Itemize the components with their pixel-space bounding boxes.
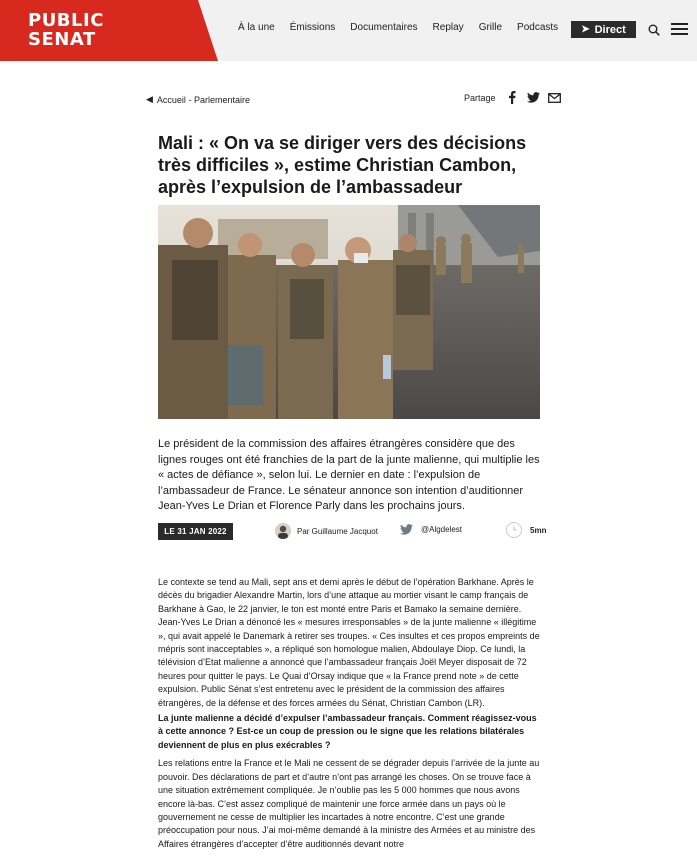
search-icon[interactable] bbox=[648, 24, 660, 36]
author-name: Par Guillaume Jacquot bbox=[297, 526, 378, 536]
direct-button[interactable] bbox=[571, 21, 636, 38]
menu-icon[interactable] bbox=[671, 23, 688, 35]
share-label: Partage bbox=[464, 92, 496, 103]
play-arrow-icon: ➤ bbox=[581, 24, 590, 35]
soldiers-photo bbox=[158, 205, 540, 419]
breadcrumb-section[interactable]: Parlementaire bbox=[193, 94, 250, 105]
nav-item-a-la-une[interactable]: À la une bbox=[238, 22, 275, 33]
twitter-bird-icon bbox=[400, 524, 413, 535]
article-title: Mali : « On va se diriger vers des décisions très difficiles », estime Christian Cambon, après l’expulsion de l’ambassadeur bbox=[158, 133, 527, 197]
interview-question: La junte malienne a décidé d’expulser l’ambassadeur français. Comment réagissez-vous à cette annonce ? Est-ce un coup de pression ou le signe que les relations bilatérales deviennent de plus en plus exécrables ? bbox=[158, 713, 537, 750]
read-time-value: 5mn bbox=[530, 525, 547, 535]
paragraph: Les relations entre la France et le Mali ne cessent de se dégrader depuis l’arrivée de la junte au pouvoir. Des déclarations de part et d’autre n’ont pas arrangé les choses. On se trouve face à une situation extrêmement compliquée. Je n’oublie pas les 5 000 hommes que nous avons encore là-bas. C’est assez compliqué de maintenir une force armée dans un pays où le gouvernement ne cesse de multiplier les incartades à notre encontre. C’est une grande préoccupation pour nous. J’ai moi-même demandé à la ministre des Armées et au ministre des Affaires étrangères d’accepter d’être auditionnés devant notre bbox=[158, 758, 540, 849]
paragraph: Le contexte se tend au Mali, sept ans et demi après le début de l’opération Barkhane. Après le décès du brigadier Alexandre Martin, lors d’une attaque au mortier visant le camp français de Barkhane à Gao, le 22 janvier, le ton est monté entre Paris et Bamako la semaine dernière. Jean-Yves Le Drian a dénoncé les « mesures irresponsables » de la junte malienne « illégitime », qui avait appelé le Danemark à retirer ses troupes. « Ces insultes et ces propos empreints de mépris sont inacceptables », a répliqué son homologue malien, Abdoulaye Diop. Ce lundi, la télévision d’Etat malienne a annoncé que l’ambassadeur français Joël Meyer disposait de 72 heures pour quitter le pays. Le Quai d’Orsay indique que « la France prend note » de cette expulsion. Public Sénat s’est entretenu avec le président de la commission des affaires étrangères, de la défense et des forces armées du Sénat, Christian Cambon (LR). bbox=[158, 577, 540, 708]
logo[interactable] bbox=[0, 0, 218, 61]
breadcrumb-separator: - bbox=[185, 94, 194, 105]
facebook-icon[interactable] bbox=[506, 91, 519, 104]
read-time bbox=[506, 522, 546, 538]
breadcrumb-home[interactable]: Accueil bbox=[156, 94, 186, 105]
breadcrumb bbox=[146, 94, 250, 105]
twitter-icon[interactable] bbox=[527, 91, 540, 104]
nav-item-replay[interactable]: Replay bbox=[432, 22, 464, 33]
mail-icon[interactable] bbox=[548, 91, 561, 104]
site-header bbox=[0, 0, 697, 61]
article-lead: Le président de la commission des affaires étrangères considère que des lignes rouges ont été franchies de la part de la junte malienne, qui multiplie les « actes de défiance », selon lui. Le dernier en date : l’expulsion de l’ambassadeur de France. Le sénateur annonce son intention d’auditionner Jean-Yves Le Drian et Florence Parly dans les prochains jours. bbox=[158, 438, 540, 512]
date-badge: LE 31 JAN 2022 bbox=[158, 523, 233, 540]
main-nav bbox=[238, 22, 573, 33]
author-twitter[interactable] bbox=[400, 524, 462, 535]
article-hero-image bbox=[158, 205, 540, 419]
direct-label: Direct bbox=[594, 23, 626, 36]
nav-item-documentaires[interactable]: Documentaires bbox=[350, 22, 418, 33]
logo-line-2: SENAT bbox=[28, 29, 96, 50]
author-info[interactable] bbox=[275, 523, 378, 539]
article-body bbox=[158, 576, 544, 853]
avatar bbox=[275, 523, 291, 539]
twitter-handle: @Algdelest bbox=[421, 525, 463, 534]
logo-line-1: PUBLIC bbox=[28, 10, 104, 31]
logo-text bbox=[28, 11, 104, 49]
nav-item-grille[interactable]: Grille bbox=[478, 22, 503, 33]
nav-item-podcasts[interactable]: Podcasts bbox=[517, 22, 559, 33]
nav-item-emissions[interactable]: Émissions bbox=[289, 22, 336, 33]
share-bar bbox=[464, 91, 569, 104]
chevron-left-icon: ◀ bbox=[146, 94, 153, 104]
clock-icon bbox=[506, 522, 522, 538]
